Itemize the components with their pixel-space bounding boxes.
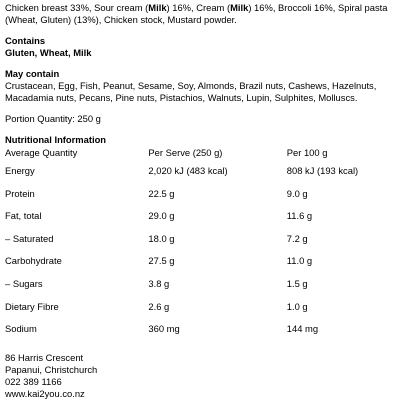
table-row [5, 278, 410, 301]
per-100g-value: 11.0 g [286, 255, 313, 267]
nutrition-table [5, 147, 410, 346]
table-row [5, 255, 410, 278]
per-serve-value: 18.0 g [148, 232, 175, 244]
per-serve-value: 360 mg [148, 323, 180, 335]
column-header-per-100g: Per 100 g [286, 147, 328, 158]
allergen-highlight: Milk [230, 2, 249, 13]
nutrient-name: Fat, total [5, 210, 42, 222]
ingredient-text: ) 16%, Broccoli 16%, Spiral pasta (Wheat, Gluten) (13%), Chicken stock, Mustard powder. [5, 2, 388, 25]
ingredient-text: ) 16%, Cream ( [166, 2, 231, 13]
ingredients-text [5, 2, 407, 26]
table-row [5, 233, 410, 256]
may-contain-text: Crustacean, Egg, Fish, Peanut, Sesame, Soy, Almonds, Brazil nuts, Cashews, Hazelnuts, Macadamia nuts, Pecans, Pine nuts, Pistachios, Walnuts, Lupin, Sulphites, Molluscs. [5, 80, 377, 103]
nutrition-heading: Nutritional Information [5, 134, 107, 145]
address-street: 86 Harris Crescent [5, 351, 84, 363]
per-serve-value: 29.0 g [148, 210, 175, 222]
per-100g-value: 11.6 g [286, 210, 313, 222]
table-row [5, 301, 410, 324]
nutrient-name: Protein [5, 187, 35, 199]
column-header-quantity: Average Quantity [5, 147, 78, 158]
per-100g-value: 9.0 g [286, 187, 308, 199]
per-serve-value: 22.5 g [148, 187, 175, 199]
may-contain-heading: May contain [5, 68, 60, 79]
table-row [5, 165, 410, 188]
nutrient-name: Carbohydrate [5, 255, 62, 267]
per-100g-value: 7.2 g [286, 232, 308, 244]
per-serve-value: 27.5 g [148, 255, 175, 267]
per-serve-value: 2.6 g [148, 300, 170, 312]
address-suburb: Papanui, Christchurch [5, 363, 98, 375]
per-serve-value: 3.8 g [148, 277, 170, 289]
per-100g-value: 1.5 g [286, 277, 308, 289]
portion-quantity: Portion Quantity: 250 g [5, 113, 101, 124]
phone-number: 022 389 1166 [5, 375, 62, 387]
allergen-highlight: Milk [148, 2, 167, 13]
table-row [5, 210, 410, 233]
ingredient-text: Chicken breast 33%, Sour cream ( [5, 2, 149, 13]
contains-allergens: Gluten, Wheat, Milk [5, 47, 92, 58]
nutrient-name: Dietary Fibre [5, 300, 59, 312]
address-block [5, 352, 407, 400]
nutrient-name: Sodium [5, 323, 37, 335]
website-text: www.kai2you.co.nz [5, 387, 85, 399]
nutrition-header-row [5, 147, 410, 165]
contains-heading: Contains [5, 35, 46, 46]
per-serve-value: 2,020 kJ (483 kcal) [148, 165, 228, 176]
nutrient-name: Energy [5, 165, 35, 176]
table-row [5, 188, 410, 211]
nutrient-name: – Saturated [5, 232, 54, 244]
per-100g-value: 144 mg [286, 323, 319, 335]
per-100g-value: 1.0 g [286, 300, 308, 312]
per-100g-value: 808 kJ (193 kcal) [286, 165, 359, 176]
column-header-per-serve: Per Serve (250 g) [148, 147, 223, 158]
table-row [5, 323, 410, 346]
nutrient-name: – Sugars [5, 277, 43, 289]
